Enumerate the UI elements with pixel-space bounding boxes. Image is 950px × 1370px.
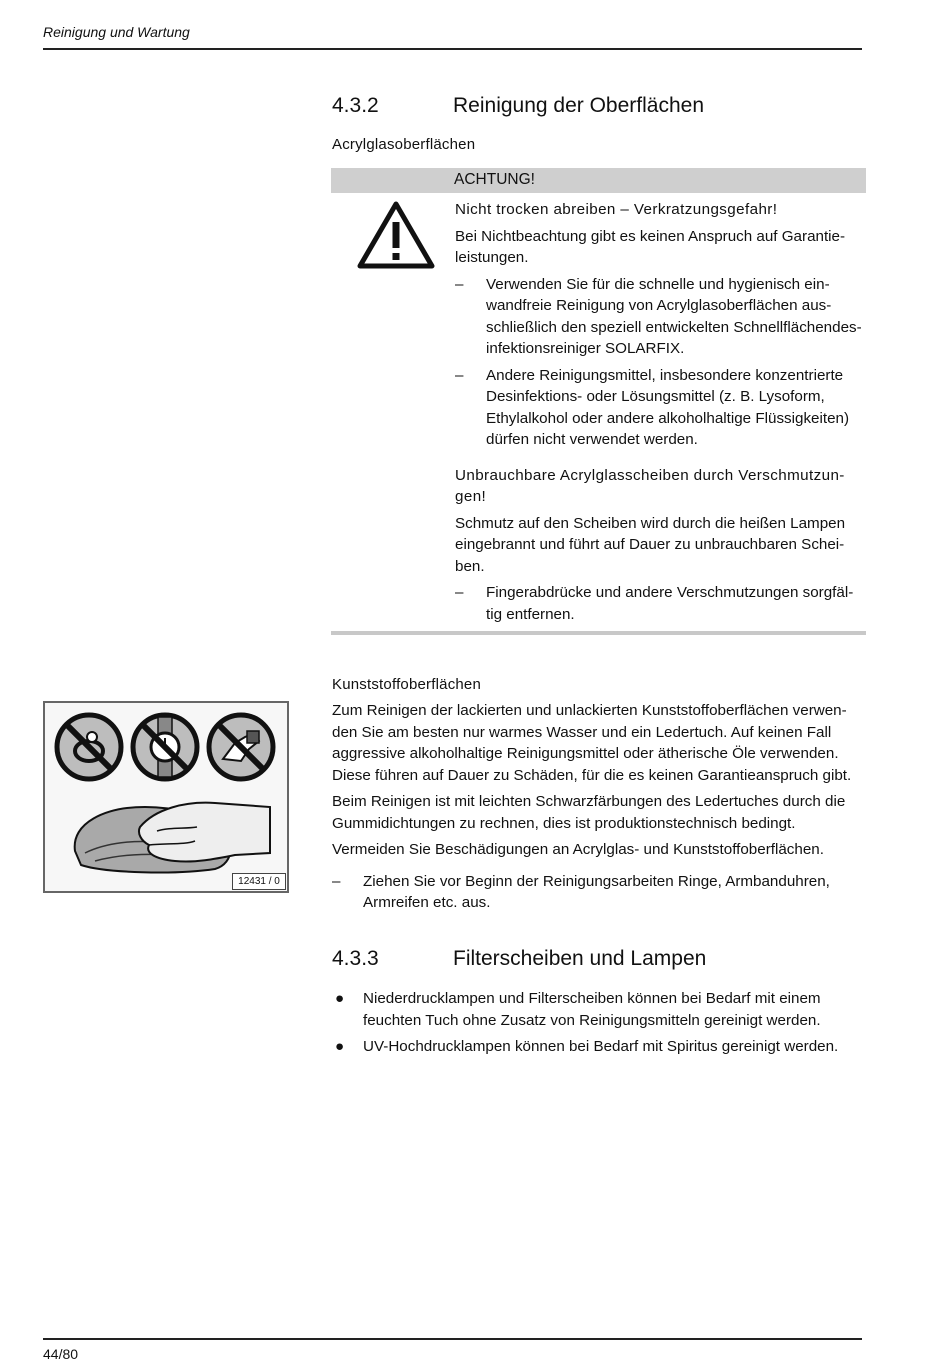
section-number: 4.3.2 [332, 94, 379, 117]
figure-illustration [45, 703, 287, 891]
list-item-text: UV-Hochdrucklampen können bei Bedarf mit Spiritus gereinigt werden. [363, 1038, 839, 1055]
footer-rule [43, 1338, 862, 1340]
figure-label: 12431 / 0 [232, 873, 286, 890]
no-bracelet-icon [209, 715, 273, 779]
header-rule [43, 48, 862, 50]
list-item [332, 1036, 867, 1058]
list-item-text: Ziehen Sie vor Beginn der Reinigungsarbeiten Ringe, Armbanduhren, Armreifen etc. aus. [363, 872, 830, 911]
warning-bottom-rule [331, 631, 866, 635]
running-header: Reinigung und Wartung [43, 24, 190, 40]
bullet-marker: ● [335, 990, 345, 1007]
subheading-acryl: Acrylglasoberflächen [332, 136, 476, 153]
section-title: Reinigung der Oberflächen [453, 94, 704, 117]
plastics-paragraph: Zum Reinigen der lackierten und unlackierten Kunststoffoberflächen verwen-den Sie am besten nur warmes Wasser und ein Ledertuch. Auf keinen Fall aggressive alkoholhaltige Reinigungsmittel oder ätherische Öle verwenden. Diese führen auf Dauer zu Schäden, für die es keinen Garantieanspruch gibt. [332, 702, 852, 784]
list-item [332, 988, 867, 1031]
dash-marker: – [455, 366, 464, 384]
figure-cleaning [43, 701, 289, 893]
section-heading-433 [332, 947, 706, 971]
warning-hazard-1: Nicht trocken abreiben – Verkratzungsgefahr! [455, 201, 778, 218]
dash-marker: – [332, 872, 341, 890]
warning-consequence-2: Schmutz auf den Scheiben wird durch die heißen Lampen eingebrannt und führt auf Dauer zu unbrauchbaren Schei-ben. [455, 514, 846, 575]
list-item [455, 582, 867, 625]
plastics-body [332, 700, 867, 914]
list-item-text: Andere Reinigungsmittel, insbesondere konzentrierte Desinfektions- oder Lösungsmittel (z. B. Lysoform, Ethylalkohol oder andere alkoholhaltige Flüssigkeiten) dürfen nicht verwendet werden. [486, 366, 850, 448]
page-number: 44/80 [43, 1346, 79, 1362]
list-item-text: Niederdrucklampen und Filterscheiben können bei Bedarf mit einem feuchten Tuch ohne Zusatz von Reinigungsmitteln gereinigt werden. [363, 990, 821, 1029]
section-number: 4.3.3 [332, 947, 379, 970]
list-item [455, 365, 867, 451]
subheading-plastics: Kunststoffoberflächen [332, 676, 482, 693]
warning-body [455, 199, 867, 625]
plastics-paragraph: Vermeiden Sie Beschädigungen an Acrylglas- und Kunststoffoberflächen. [332, 841, 824, 858]
list-item-text: Verwenden Sie für die schnelle und hygienisch ein-wandfreie Reinigung von Acrylglasoberflächen aus-schließlich den speziell entwickelten Schnellflächendes-infektionsreiniger SOLARFIX. [486, 275, 862, 357]
plastics-paragraph: Beim Reinigen ist mit leichten Schwarzfärbungen des Ledertuches durch die Gummidichtungen zu rechnen, dies ist produktionstechnisch bedingt. [332, 793, 846, 832]
list-item [332, 871, 867, 914]
warning-consequence-1: Bei Nichtbeachtung gibt es keinen Anspruch auf Garantie-leistungen. [455, 227, 846, 266]
lamps-list [332, 988, 867, 1058]
bullet-marker: ● [335, 1038, 345, 1055]
list-item [455, 274, 867, 360]
dash-marker: – [455, 584, 464, 601]
warning-triangle-icon [356, 200, 436, 270]
dash-marker: – [455, 275, 464, 293]
list-item-text: Fingerabdrücke und andere Verschmutzungen sorgfäl-tig entfernen. [486, 584, 854, 623]
warning-label: ACHTUNG! [454, 171, 535, 188]
warning-hazard-2: Unbrauchbare Acrylglasscheiben durch Verschmutzun-gen! [455, 466, 845, 505]
no-ring-icon [57, 715, 121, 779]
section-title: Filterscheiben und Lampen [453, 947, 707, 970]
warning-label-bar [331, 168, 866, 193]
hand-cloth-icon [75, 803, 270, 873]
section-heading-432 [332, 94, 704, 118]
no-watch-icon [133, 715, 197, 779]
